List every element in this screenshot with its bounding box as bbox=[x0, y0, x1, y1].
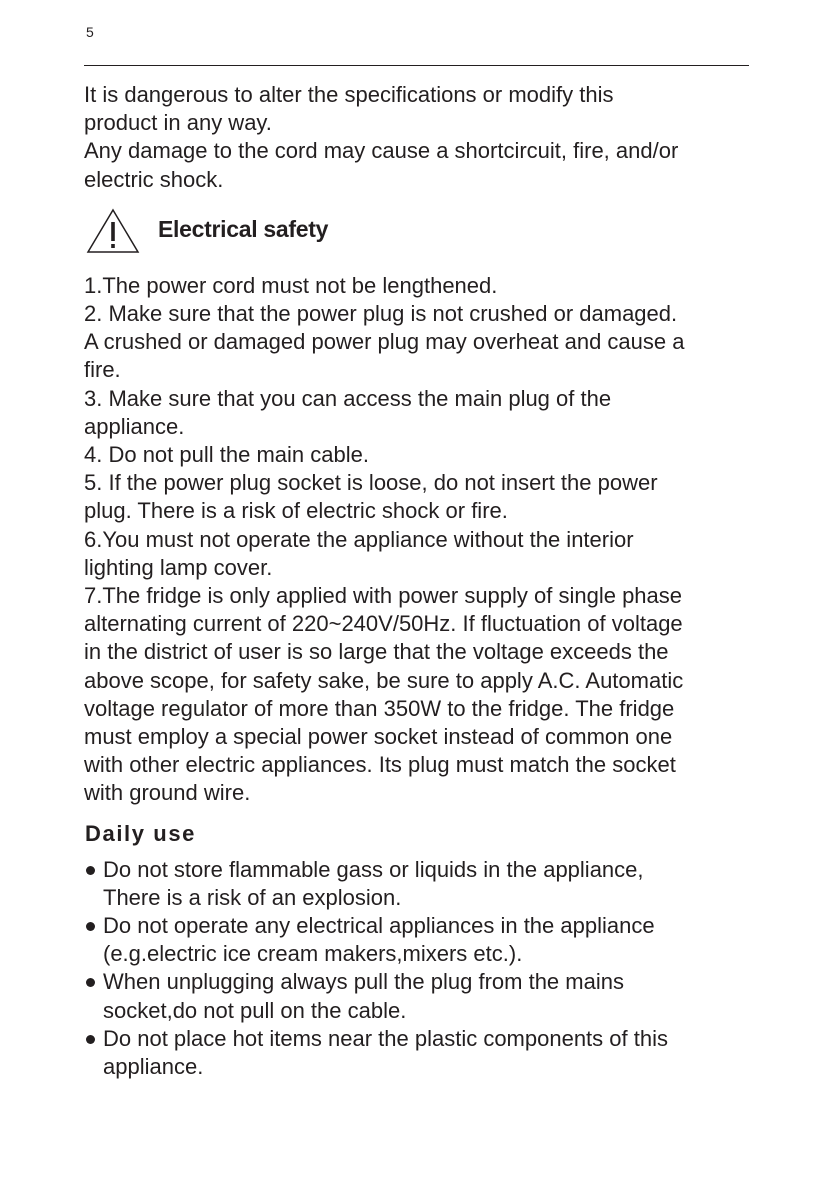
list-item bbox=[84, 1025, 754, 1081]
safety-line: 3. Make sure that you can access the main plug of the bbox=[84, 385, 612, 411]
bullet-icon bbox=[86, 1035, 95, 1044]
intro-line: It is dangerous to alter the specifications or modify this bbox=[84, 82, 614, 107]
safety-line: 5. If the power plug socket is loose, do not insert the power bbox=[84, 470, 658, 496]
page-content bbox=[84, 81, 754, 1081]
safety-line: 6.You must not operate the appliance without the interior bbox=[84, 526, 634, 552]
list-item bbox=[84, 912, 754, 968]
bullet-icon bbox=[86, 922, 95, 931]
safety-line: appliance. bbox=[84, 413, 185, 439]
safety-line: must employ a special power socket instead of common one bbox=[84, 724, 673, 750]
bullet-icon bbox=[86, 978, 95, 987]
list-item bbox=[84, 968, 754, 1024]
list-item-line: socket,do not pull on the cable. bbox=[103, 997, 407, 1023]
page-number: 5 bbox=[86, 24, 94, 40]
list-item-line: Do not operate any electrical appliances in the appliance bbox=[103, 913, 655, 939]
safety-line: lighting lamp cover. bbox=[84, 554, 273, 580]
intro-line: Any damage to the cord may cause a shortcircuit, fire, and/or bbox=[84, 138, 679, 164]
list-item-line: (e.g.electric ice cream makers,mixers etc.). bbox=[103, 941, 523, 967]
warning-triangle-icon bbox=[86, 208, 140, 254]
safety-line: alternating current of 220~240V/50Hz. If fluctuation of voltage bbox=[84, 611, 683, 637]
safety-line: fire. bbox=[84, 357, 121, 383]
daily-use-title: Daily use bbox=[85, 820, 197, 846]
daily-use-list bbox=[84, 856, 754, 1082]
intro-line: electric shock. bbox=[84, 166, 224, 192]
intro-paragraph bbox=[84, 81, 754, 194]
safety-line: 1.The power cord must not be lengthened. bbox=[84, 272, 498, 298]
list-item-line: There is a risk of an explosion. bbox=[103, 884, 402, 910]
list-item-line: Do not store flammable gass or liquids in the appliance, bbox=[103, 856, 644, 882]
list-item bbox=[84, 856, 754, 912]
safety-line: in the district of user is so large that the voltage exceeds the bbox=[84, 639, 669, 665]
list-item-line: When unplugging always pull the plug from the mains bbox=[103, 969, 624, 995]
electrical-safety-header bbox=[84, 208, 754, 252]
header-rule bbox=[84, 65, 749, 66]
bullet-icon bbox=[86, 866, 95, 875]
safety-line: 4. Do not pull the main cable. bbox=[84, 442, 369, 468]
intro-line: product in any way. bbox=[84, 110, 272, 136]
safety-line: with ground wire. bbox=[84, 780, 251, 806]
electrical-safety-list bbox=[84, 272, 754, 808]
safety-line: 2. Make sure that the power plug is not crushed or damaged. bbox=[84, 301, 678, 327]
list-item-line: appliance. bbox=[103, 1054, 204, 1080]
safety-line: 7.The fridge is only applied with power supply of single phase bbox=[84, 583, 683, 609]
list-item-line: Do not place hot items near the plastic components of this bbox=[103, 1025, 668, 1051]
safety-line: above scope, for safety sake, be sure to apply A.C. Automatic bbox=[84, 667, 684, 693]
electrical-safety-title: Electrical safety bbox=[158, 215, 329, 242]
safety-line: A crushed or damaged power plug may overheat and cause a bbox=[84, 329, 685, 355]
safety-line: plug. There is a risk of electric shock or fire. bbox=[84, 498, 508, 524]
safety-line: with other electric appliances. Its plug must match the socket bbox=[84, 752, 676, 778]
safety-line: voltage regulator of more than 350W to the fridge. The fridge bbox=[84, 695, 675, 721]
